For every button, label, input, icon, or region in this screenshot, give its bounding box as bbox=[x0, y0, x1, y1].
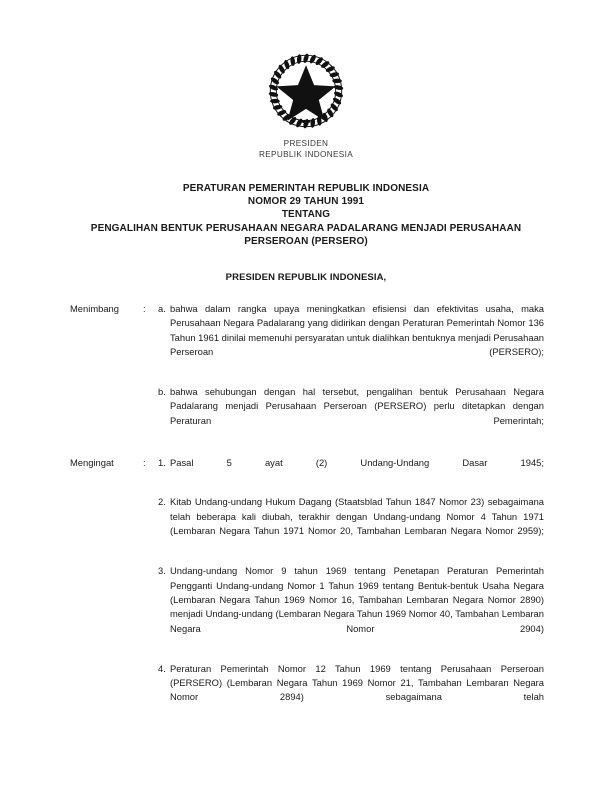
letterhead-line-republik-indonesia: REPUBLIK INDONESIA bbox=[258, 150, 354, 159]
section-label-mengingat: Mengingat bbox=[70, 456, 114, 468]
item-text: bahwa sehubungan dengan hal tersebut, pengalihan bentuk Perusahaan Negara Padalarang menjadi Perusahaan Perseroan (PERSERO) perlu ditetapkan dengan Peraturan Pemerintah; bbox=[170, 386, 544, 426]
item-text: Undang-undang Nomor 9 tahun 1969 tentang Penetapan Peraturan Pemerintah Pengganti Undang-undang Nomor 1 Tahun 1969 tentang Bentuk-bentuk Usaha Negara (Lembaran Negara Tahun 1969 Nomor 16, Tambahan Lembaran Negara Nomor 2890) menjadi Undang-undang (Lembaran Negara Tahun 1969 Nomor 40, Tambahan Lembaran Negara Nomor 2904) bbox=[170, 565, 544, 634]
title-line-2-number: NOMOR 29 TAHUN 1991 bbox=[247, 196, 365, 208]
clause-row bbox=[70, 564, 544, 650]
item-text: Pasal 5 ayat (2) Undang-Undang Dasar 1945; bbox=[170, 456, 544, 468]
item-marker: a. bbox=[158, 303, 166, 314]
item-marker: 1. bbox=[158, 456, 166, 468]
president-heading: PRESIDEN REPUBLIK INDONESIA, bbox=[225, 272, 387, 283]
section-label-menimbang: Menimbang bbox=[70, 303, 119, 314]
garuda-star-wreath-emblem bbox=[263, 48, 349, 134]
section-mengingat bbox=[70, 456, 544, 720]
item-text: Peraturan Pemerintah Nomor 12 Tahun 1969 tentang Perusahaan Perseroan (PERSERO) (Lembaran Negara Tahun 1969 Nomor 21, Tambahan Lembaran Negara Nomor 2894) sebagaimana telah bbox=[170, 662, 544, 703]
document-title bbox=[36, 182, 576, 248]
item-text: Kitab Undang-undang Hukum Dagang (Staatsblad Tahun 1847 Nomor 23) sebagaimana telah beberapa kali diubah, terakhir dengan Undang-undang Nomor 4 Tahun 1971 (Lembaran Negara Tahun 1971 Nomor 20, Tambahan Lembaran Negara Nomor 2959); bbox=[170, 496, 544, 537]
clause-row bbox=[70, 495, 544, 553]
item-marker: b. bbox=[158, 386, 166, 398]
clause-row bbox=[70, 302, 544, 374]
item-marker: 4. bbox=[158, 662, 166, 674]
item-marker: 2. bbox=[158, 496, 166, 508]
clause-row bbox=[70, 385, 544, 443]
section-colon: : bbox=[143, 456, 146, 468]
letterhead bbox=[0, 48, 612, 160]
letterhead-line-presiden: PRESIDEN bbox=[283, 139, 329, 148]
section-menimbang bbox=[70, 302, 544, 443]
title-line-1: PERATURAN PEMERINTAH REPUBLIK INDONESIA bbox=[182, 183, 430, 194]
clause-row bbox=[70, 662, 544, 720]
item-text: bahwa dalam rangka upaya meningkatkan efisiensi dan efektivitas usaha, maka Perusahaan Negara Padalarang yang didirikan dengan Peraturan Pemerintah Nomor 136 Tahun 1961 dinilai memenuhi persyaratan untuk dialihkan bentuknya menjadi Perusahaan Perseroan (PERSERO); bbox=[170, 303, 544, 358]
title-line-4-subject: PENGALIHAN BENTUK PERUSAHAAN NEGARA PADALARANG MENJADI PERUSAHAAN bbox=[90, 222, 522, 234]
clause-body bbox=[70, 302, 544, 729]
title-line-3-tentang: TENTANG bbox=[281, 209, 331, 221]
title-line-5-subject: PERSEROAN (PERSERO) bbox=[244, 235, 368, 247]
letterhead-text bbox=[0, 138, 612, 160]
clause-row bbox=[70, 456, 544, 485]
section-colon: : bbox=[143, 303, 146, 314]
item-marker: 3. bbox=[158, 565, 166, 577]
